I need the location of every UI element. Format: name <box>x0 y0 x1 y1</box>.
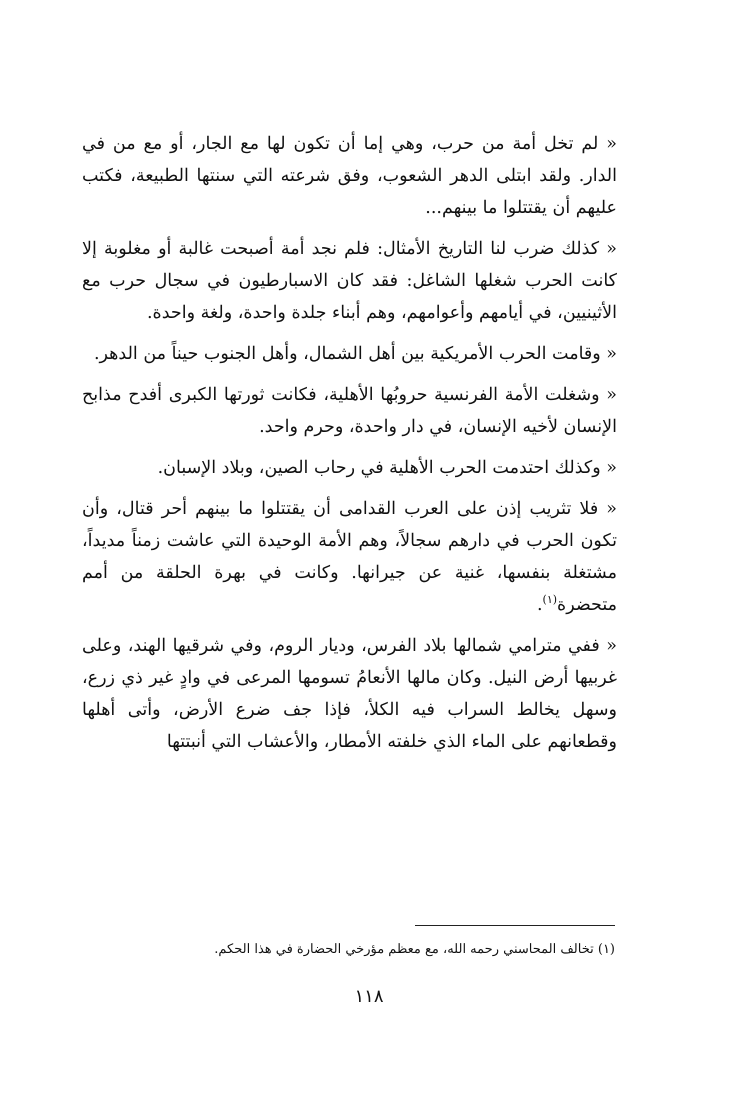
footnote-divider <box>415 925 615 926</box>
page-number: ١١٨ <box>354 986 384 1007</box>
paragraph-7: « ففي مترامي شمالها بلاد الفرس، وديار الروم، وفي شرقيها الهند، وعلى غربيها أرض النيل. وكان مالها الأنعامُ تسومها المرعى في وادٍ غير ذي زرع، وسهل يخالط السراب فيه الكلأ، فإذا جف ضرع الأرض، وأتى أهلها وقطعانهم على الماء الذي خلفته الأمطار، والأعشاب التي أنبتتها <box>82 636 617 752</box>
paragraph-6-container: « فلا تثريب إذن على العرب القدامى أن يقتتلوا ما بينهم أحر قتال، وأن تكون الحرب في دارهم سجالاً، وهم الأمة الوحيدة التي عاشت زمناً مديداً، مشتغلة بنفسها، غنية عن جيرانها. وكانت في بهرة الحلقة من أمم متحضرة$^{(١)}$. <box>82 499 617 615</box>
main-text <box>82 128 617 767</box>
paragraph-6: « فلا تثريب إذن على العرب القدامى أن يقتتلوا ما بينهم أحر قتال، وأن تكون الحرب في دارهم سجالاً، وهم الأمة الوحيدة التي عاشت زمناً مديداً، مشتغلة بنفسها، غنية عن جيرانها. وكانت في بهرة الحلقة من أمم متحضرة <box>82 499 617 615</box>
paragraph-4: « وشغلت الأمة الفرنسية حروبُها الأهلية، فكانت ثورتها الكبرى أفدح مذابح الإنسان لأخيه الإنسان، في دار واحدة، وحرم واحد. <box>82 385 617 437</box>
paragraph-5: « وكذلك احتدمت الحرب الأهلية في رحاب الصين، وبلاد الإسبان. <box>157 458 617 478</box>
footnote-reference: (١) <box>542 593 558 607</box>
footnote: (١) تخالف المحاسني رحمه الله، مع معظم مؤرخي الحضارة في هذا الحكم. <box>214 942 615 957</box>
paragraph-1: « لم تخل أمة من حرب، وهي إما أن تكون لها مع الجار، أو مع من في الدار. ولقد ابتلى الدهر الشعوب، وفق شرعته التي سنتها الطبيعة، فكتب عليهم أن يقتتلوا ما بينهم... <box>82 134 617 218</box>
paragraph-2: « كذلك ضرب لنا التاريخ الأمثال: فلم نجد أمة أصبحت غالبة أو مغلوبة إلا كانت الحرب شغلها الشاغل: فقد كان الاسبارطيون في سجال حرب مع الأثينيين، في أيامهم وأعوامهم، وهم أبناء جلدة واحدة، ولغة واحدة. <box>82 239 617 323</box>
paragraph-3: « وقامت الحرب الأمريكية بين أهل الشمال، وأهل الجنوب حيناً من الدهر. <box>93 344 617 364</box>
